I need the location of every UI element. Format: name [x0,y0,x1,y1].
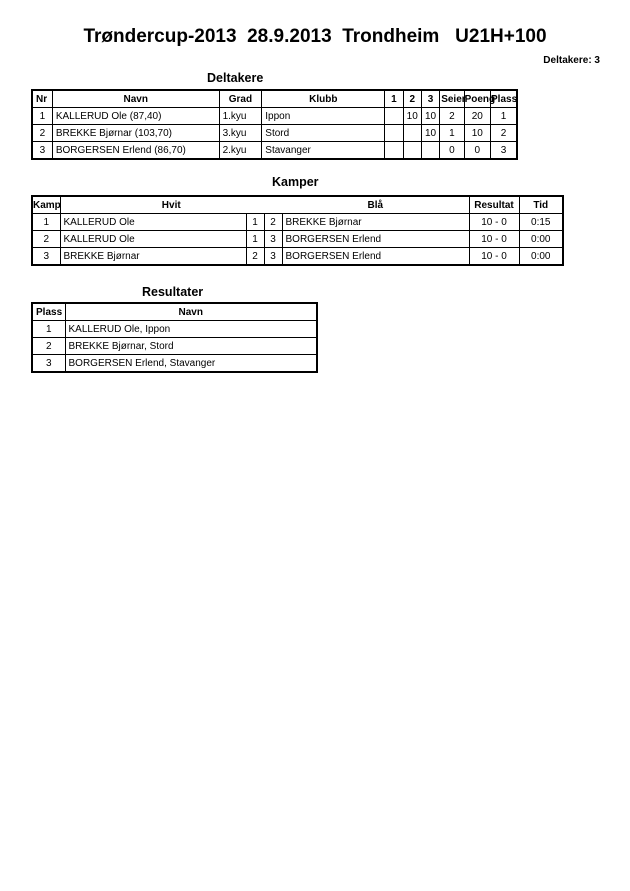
kamper-header-row [32,196,563,214]
cell-plass: 1 [32,321,65,338]
cell-nr: 3 [32,142,52,160]
cell-grad: 2.kyu [219,142,262,160]
section-heading-deltakere: Deltakere [207,71,264,85]
col-header-poeng: Poeng [464,90,490,108]
deltakere-header-row [32,90,517,108]
cell-round-1 [385,125,403,142]
cell-hvit: BREKKE Bjørnar [60,248,246,266]
table-row [32,355,317,373]
page-title: Trøndercup-2013 28.9.2013 Trondheim U21H+100 [83,26,547,47]
resultater-header-row [32,303,317,321]
col-header-round-3: 3 [421,90,439,108]
cell-kamp: 2 [32,231,60,248]
cell-hvit: KALLERUD Ole [60,214,246,231]
cell-klubb: Stord [262,125,385,142]
cell-hvit-nr: 1 [246,231,264,248]
cell-seier: 2 [440,108,464,125]
cell-navn: BORGERSEN Erlend (86,70) [52,142,219,160]
cell-round-2: 10 [403,108,421,125]
cell-plass: 3 [491,142,518,160]
cell-navn: BORGERSEN Erlend, Stavanger [65,355,317,373]
table-row [32,108,517,125]
cell-nr: 1 [32,108,52,125]
cell-grad: 3.kyu [219,125,262,142]
col-header-tid: Tid [519,196,563,214]
col-header-seier: Seier [440,90,464,108]
cell-nr: 2 [32,125,52,142]
cell-bla: BORGERSEN Erlend [282,231,469,248]
table-row [32,231,563,248]
cell-kamp: 3 [32,248,60,266]
cell-round-1 [385,108,403,125]
col-header-round-1: 1 [385,90,403,108]
cell-round-1 [385,142,403,160]
col-header-plass: Plass [491,90,518,108]
section-heading-resultater: Resultater [142,285,204,299]
cell-round-3: 10 [421,125,439,142]
cell-seier: 0 [440,142,464,160]
col-header-plass: Plass [32,303,65,321]
cell-bla: BREKKE Bjørnar [282,214,469,231]
cell-resultat: 10 - 0 [469,214,519,231]
cell-poeng: 0 [464,142,490,160]
col-header-klubb: Klubb [262,90,385,108]
cell-resultat: 10 - 0 [469,248,519,266]
cell-plass: 3 [32,355,65,373]
table-row [32,321,317,338]
cell-hvit-nr: 2 [246,248,264,266]
col-header-bla: Blå [282,196,469,214]
cell-plass: 2 [32,338,65,355]
resultater-table [31,302,318,373]
section-heading-kamper: Kamper [272,175,319,189]
cell-tid: 0:00 [519,248,563,266]
col-header-nr: Nr [32,90,52,108]
cell-klubb: Stavanger [262,142,385,160]
table-row [32,142,517,160]
cell-round-3 [421,142,439,160]
cell-bla-nr: 2 [264,214,282,231]
cell-round-2 [403,125,421,142]
cell-bla-nr: 3 [264,231,282,248]
cell-tid: 0:15 [519,214,563,231]
cell-hvit-nr: 1 [246,214,264,231]
cell-navn: BREKKE Bjørnar (103,70) [52,125,219,142]
cell-bla: BORGERSEN Erlend [282,248,469,266]
cell-round-3: 10 [421,108,439,125]
cell-poeng: 20 [464,108,490,125]
table-row [32,214,563,231]
cell-plass: 1 [491,108,518,125]
col-header-navn: Navn [65,303,317,321]
col-header-grad: Grad [219,90,262,108]
table-row [32,248,563,266]
col-header-round-2: 2 [403,90,421,108]
cell-klubb: Ippon [262,108,385,125]
col-header-kamp: Kamp [32,196,60,214]
cell-bla-nr: 3 [264,248,282,266]
participant-count: Deltakere: 3 [543,55,600,66]
cell-poeng: 10 [464,125,490,142]
cell-seier: 1 [440,125,464,142]
cell-resultat: 10 - 0 [469,231,519,248]
cell-plass: 2 [491,125,518,142]
cell-tid: 0:00 [519,231,563,248]
table-row [32,125,517,142]
cell-kamp: 1 [32,214,60,231]
col-header-navn: Navn [52,90,219,108]
deltakere-table [31,89,518,160]
cell-navn: BREKKE Bjørnar, Stord [65,338,317,355]
cell-navn: KALLERUD Ole, Ippon [65,321,317,338]
cell-round-2 [403,142,421,160]
table-row [32,338,317,355]
cell-navn: KALLERUD Ole (87,40) [52,108,219,125]
cell-hvit: KALLERUD Ole [60,231,246,248]
col-header-resultat: Resultat [469,196,519,214]
cell-grad: 1.kyu [219,108,262,125]
kamper-table [31,195,564,266]
col-header-hvit: Hvit [60,196,282,214]
